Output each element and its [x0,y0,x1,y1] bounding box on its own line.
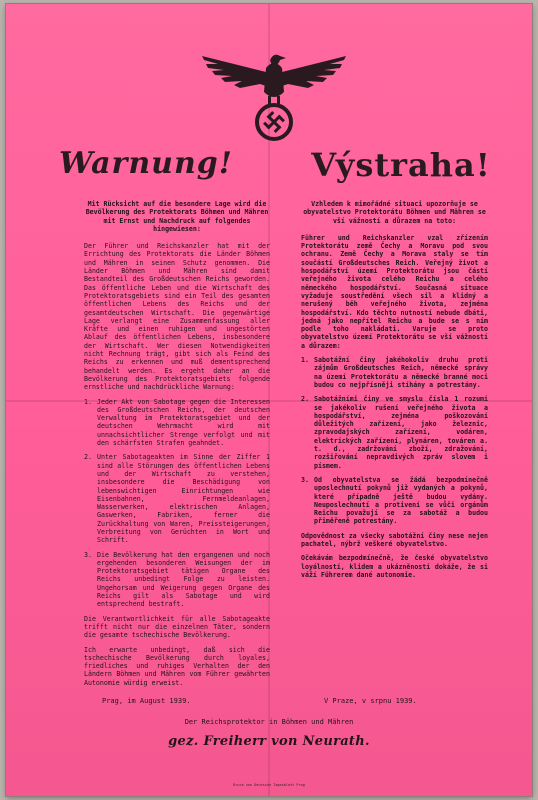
german-item [84,398,270,448]
item-number: 2. [84,453,92,462]
item-number: 3. [301,475,309,484]
czech-responsibility: Odpovědnost za všecky sabotážní činy nese nejen pachatel, nýbrž veškeré obyvatelstvo. [301,531,488,548]
eagle-swastika-emblem-icon [194,44,354,144]
german-responsibility: Die Verantwortlichkeit für alle Sabotageakte trifft nicht nur die einzelnen Täter, sondern die gesamte tschechische Bevölkerung. [84,614,270,640]
item-number: 3. [84,550,92,559]
german-intro: Mit Rücksicht auf die besondere Lage wird die Bevölkerung des Protektorats Böhmen und Mähren mit Ernst und Nachdruck auf folgendes hingewiesen: [85,200,269,233]
item-number: 1. [84,397,92,406]
czech-date: V Praze, v srpnu 1939. [324,697,417,705]
warning-poster [6,4,532,796]
title-czech: Výstraha! [311,146,491,184]
item-text: Od obyvatelstva se žádá bezpodmínečně uposlechnutí pokynů již vydaných a pokynů, které případně ještě budou vydány. Neuposlechnutí a protivení se vůči orgánům Reichu považují se za sabotáž a budou přiměřeně potrestány. [314,475,488,526]
german-item [84,453,270,544]
signature: gez. Freiherr von Neurath. [168,734,370,749]
czech-column [301,200,488,585]
item-text: Sabotážní činy jakéhokoliv druhu proti zájmům Großdeutsches Reich, německé správy na území Protektorátu a německé branné moci budou co nejpřísněji stíhány a potrestány. [314,356,488,389]
czech-intro: Vzhledem k mimořádné situaci upozorňuje se obyvatelstvo Protektorátu Böhmen und Mähren se vší vážností a důrazem na toto: [303,200,486,225]
item-text: Die Bevölkerung hat den ergangenen und noch ergehenden besonderen Weisungen der im Protektoratsgebiet tätigen Organe des Reichs unbedingt Folge zu leisten. Ungehorsam und Weigerung gegen Organe des Reichs gilt als Sabotage und wird entsprechend bestraft. [97,550,270,609]
german-date: Prag, im August 1939. [102,697,191,705]
item-text: Sabotážními činy ve smyslu čísla 1 rozumí se jakékoliv rušení veřejného života a hospodářství, zejména poškozování důležitých zařízení, jako železnic, zpravodajských zařízení, vodáren, elektrických zařízení, plynáren, továren a. t. d., zadržování zboží, zdražování, rozšiřování nepravdivých zpráv slovem i písmem. [314,395,488,470]
german-closing: Ich erwarte unbedingt, daß sich die tschechische Bevölkerung durch loyales, friedliches und ruhiges Verhalten der den Ländern Böhmen und Mähren vom Führer gewährten Autonomie würdig erweist. [84,645,270,687]
item-number: 1. [301,356,309,365]
german-item [84,551,270,609]
german-paragraph: Der Führer und Reichskanzler hat mit der Errichtung des Protektorats die Länder Böhmen und Mähren in seinen Schutz genommen. Die Länder Böhmen und Mähren sind damit Bestandteil des Großdeutschen Reichs geworden. Das öffentliche Leben und die Wirtschaft des Protektoratsgebiets sind ein Teil des gesamten öffentlichen Lebens des Reichs und der gesamtdeutschen Wirtschaft. Die gegenwärtige Lage verlangt eine Zusammenfassung aller Kräfte und einen ruhigen und ungestörten Ablauf des öffentlichen Lebens, insbesondere der Wirtschaft. Wer diesen Notwendigkeiten nicht Rechnung trägt, gibt sich als Feind des Reichs zu erkennen und muß dementsprechend behandelt werden. Es ergeht daher an die Bevölkerung des Protektoratsgebiets folgende ernstliche und nachdrückliche Warnung: [84,242,270,392]
czech-item [301,356,488,389]
item-text: Jeder Akt von Sabotage gegen die Interessen des Großdeutschen Reichs, der deutschen Verwaltung im Protektoratsgebiet und der deutschen Wehrmacht wird mit unnachsichtlicher Strenge verfolgt und mit den schärfsten Strafen geahndet. [97,397,270,448]
czech-item [301,395,488,470]
german-column [84,200,270,693]
czech-item [301,476,488,526]
czech-paragraph: Führer und Reichskanzler vzal zřízením Protektorátu země Čechy a Moravu pod svou ochranu. Země Čechy a Morava staly se tím součástí Großdeutsches Reich. Veřejný život a hospodářství území Protektorátu jsou částí veřejného života celého Reichu a celého německého hospodářství. Současná situace vyžaduje soustředění všech sil a klidný a nerušený běh veřejného života, zejména hospodářství. Kdo těchto nutností nebude dbáti, jedná jako nepřítel Reichu a bude se s ním podle toho nakládati. Varuje se proto obyvatelstvo území Protektorátu se vší vážností a důrazem: [301,233,488,350]
title-german: Warnung! [59,146,233,181]
printer-imprint: Druck von Deutsche Tagesblatt Prag [233,783,305,787]
czech-closing: Očekávám bezpodmínečně, že české obyvatelstvo loyálností, klidem a ukázněností dokáže, že si váží Führerem dané autonomie. [301,554,488,579]
item-number: 2. [301,395,309,404]
item-text: Unter Sabotageakten im Sinne der Ziffer 1 sind alle Störungen des öffentlichen Lebens und der Wirtschaft zu verstehen, insbesondere die Beschädigung von lebenswichtigen Einrichtungen wie Eisenbahnen, Fernmeldeanlagen, Wasserwerken, elektrischen Anlagen, Gaswerken, Fabriken, ferner die Zurückhaltung von Waren, Preissteigerungen, Verbreitung von Gerüchten in Wort und Schrift. [97,453,270,545]
issuer-line: Der Reichsprotektor in Böhmen und Mähren [184,718,354,726]
